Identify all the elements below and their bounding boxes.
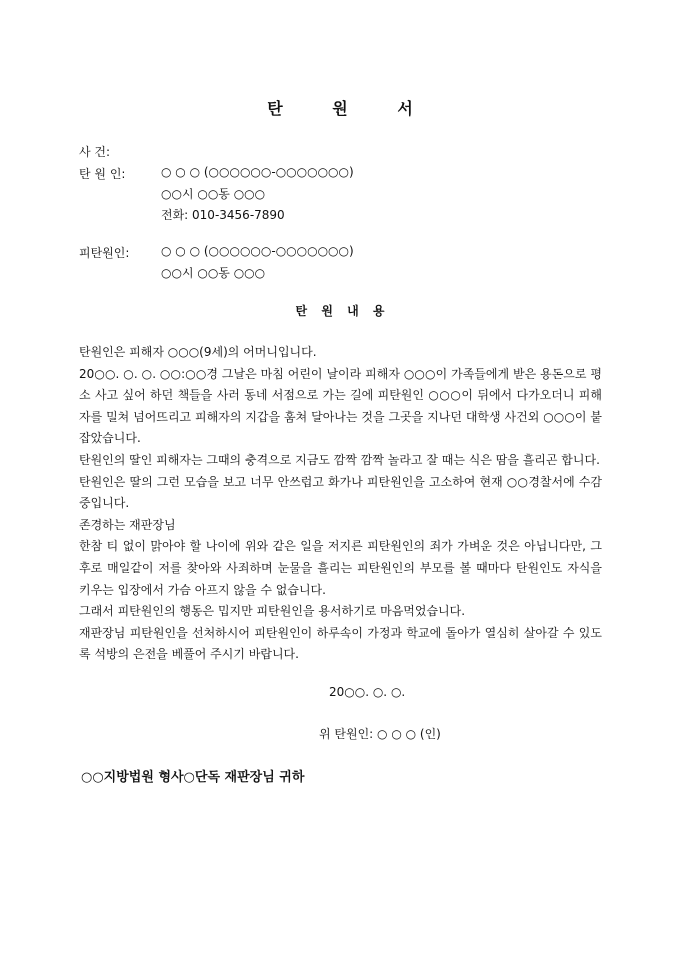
- paragraph: 한참 티 없이 맑아야 할 나이에 위와 같은 일을 저지른 피탄원인의 죄가 가벼운 것은 아닙니다만, 그 후로 매일같이 저를 찾아와 사죄하며 눈물을 흘리는 피탄원인의 부모를 볼 때마다 탄원인도 자식을 키우는 입장에서 가슴 아프지 않을 수 없습니다.: [79, 539, 602, 597]
- defendant-name: ○ ○ ○ (○○○○○○-○○○○○○○): [161, 244, 354, 258]
- petitioner-address: ○○시 ○○동 ○○○: [161, 187, 266, 201]
- petitioner-name: ○ ○ ○ (○○○○○○-○○○○○○○): [161, 165, 354, 179]
- defendant-address: ○○시 ○○동 ○○○: [161, 266, 266, 280]
- petition-body: [79, 342, 602, 666]
- petitioner-signature-line: 위 탄원인: ○ ○ ○ (인): [319, 727, 441, 741]
- paragraph: 탄원인의 딸인 피해자는 그때의 충격으로 지금도 깜짝 깜짝 놀라고 잘 때는 식은 땀을 흘리곤 합니다.: [79, 452, 600, 467]
- case-label: 사 건:: [79, 145, 111, 159]
- title-char: 서: [397, 99, 413, 118]
- petitioner-label: 탄 원 인:: [79, 167, 126, 181]
- section-title-char: 용: [372, 304, 385, 318]
- title-char: 탄: [267, 99, 283, 118]
- section-title-char: 내: [347, 304, 359, 318]
- court-addressee: ○○지방법원 형사○단독 재판장님 귀하: [81, 770, 305, 785]
- section-title-char: 원: [321, 304, 333, 318]
- title-char: 원: [332, 99, 348, 118]
- paragraph: 탄원인은 딸의 그런 모습을 보고 너무 안쓰럽고 화가나 피탄원인을 고소하여 현재 ○○경찰서에 수감 중입니다.: [79, 474, 602, 511]
- paragraph: 탄원인은 피해자 ○○○(9세)의 어머니입니다.: [79, 345, 317, 359]
- section-title-char: 탄: [295, 304, 308, 318]
- section-title: [0, 302, 680, 319]
- paragraph: 20○○. ○. ○. ○○:○○경 그날은 마침 어린이 날이라 피해자 ○○○이 가족들에게 받은 용돈으로 평소 사고 싶어 하던 책들을 사러 동네 서점으로 가는 길에 피탄원인 ○○○이 뒤에서 다가오더니 피해자를 밀쳐 넘어뜨리고 피해자의 지갑을 훔쳐 달아나는 것을 그곳을 지나던 대학생 사건외 ○○○이 붙잡았습니다.: [79, 366, 602, 446]
- petitioner-phone: 전화: 010-3456-7890: [161, 208, 285, 222]
- paragraph: 존경하는 재판장님: [79, 517, 176, 532]
- paragraph: 재판장님 피탄원인을 선처하시어 피탄원인이 하루속이 가정과 학교에 돌아가 열심히 살아갈 수 있도록 석방의 은전을 베풀어 주시기 바랍니다.: [79, 625, 602, 662]
- defendant-label: 피탄원인:: [79, 246, 130, 260]
- petition-date: 20○○. ○. ○.: [329, 685, 406, 699]
- document-title: [0, 96, 680, 119]
- paragraph: 그래서 피탄원인의 행동은 밉지만 피탄원인을 용서하기로 마음먹었습니다.: [79, 604, 466, 619]
